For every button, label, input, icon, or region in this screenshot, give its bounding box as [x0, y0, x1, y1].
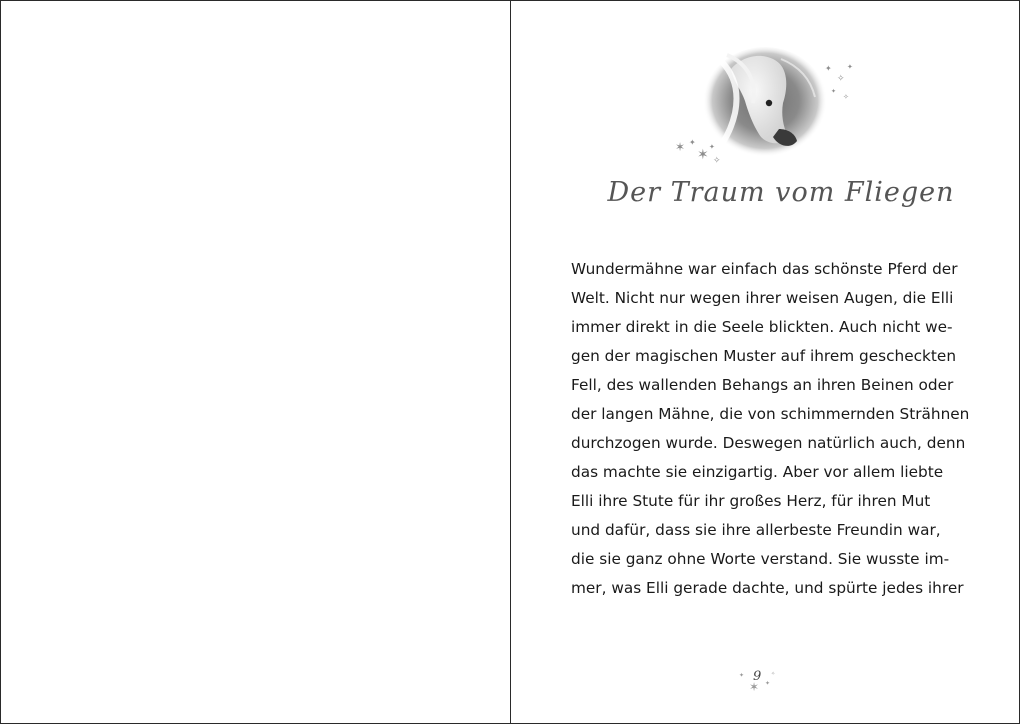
svg-text:✦: ✦	[709, 143, 715, 151]
text-line: Fell, des wallenden Behangs an ihren Beinen oder	[571, 376, 954, 394]
svg-text:✦: ✦	[825, 64, 832, 73]
text-line: der langen Mähne, die von schimmernden Strähnen	[571, 405, 970, 423]
svg-text:✦: ✦	[847, 63, 853, 71]
svg-text:✧: ✧	[843, 93, 849, 101]
svg-text:✧: ✧	[837, 74, 845, 84]
text-line: Welt. Nicht nur wegen ihrer weisen Augen, die Elli	[571, 289, 954, 307]
text-line: Wundermähne war einfach das schönste Pferd der	[571, 260, 958, 278]
svg-text:✶: ✶	[697, 147, 709, 163]
text-line: und dafür, dass sie ihre allerbeste Freundin war,	[571, 521, 941, 539]
left-page-blank	[1, 1, 511, 723]
svg-text:✦: ✦	[765, 680, 771, 687]
horse-head-illustration	[661, 41, 861, 173]
svg-text:✦: ✦	[689, 138, 696, 147]
svg-text:✦: ✦	[739, 672, 745, 679]
text-line: Elli ihre Stute für ihr großes Herz, für ihren Mut	[571, 492, 931, 510]
svg-text:✶: ✶	[749, 680, 760, 694]
text-line: das machte sie einzigartig. Aber vor allem liebte	[571, 463, 944, 481]
svg-text:✧: ✧	[713, 156, 721, 166]
text-line: gen der magischen Muster auf ihrem gescheckten	[571, 347, 957, 365]
svg-text:✶: ✶	[675, 140, 686, 154]
text-line: die sie ganz ohne Worte verstand. Sie wusste im-	[571, 550, 950, 568]
body-text	[571, 255, 970, 603]
text-line: immer direkt in die Seele blickten. Auch nicht we-	[571, 318, 953, 336]
text-line: mer, was Elli gerade dachte, und spürte jedes ihrer	[571, 579, 964, 597]
svg-text:✦: ✦	[831, 88, 837, 95]
text-line: durchzogen wurde. Deswegen natürlich auch, denn	[571, 434, 966, 452]
svg-text:✧: ✧	[771, 671, 776, 677]
right-page	[511, 1, 1019, 723]
chapter-title: Der Traum vom Fliegen	[607, 177, 955, 208]
page-number: 9	[753, 669, 762, 684]
